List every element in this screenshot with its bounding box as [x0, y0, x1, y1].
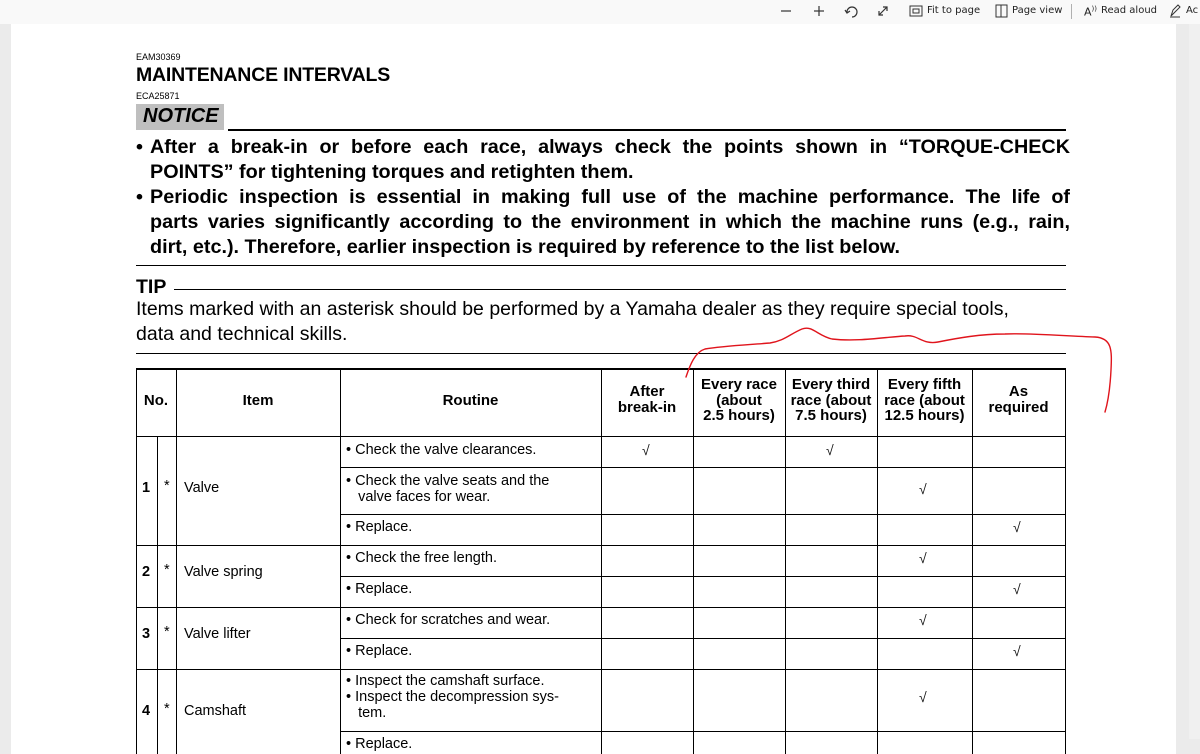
add-text-button[interactable] — [1168, 3, 1198, 19]
tip-body — [136, 297, 1009, 347]
column-divider — [877, 368, 878, 754]
header-line: Every third — [791, 376, 871, 393]
column-divider — [340, 368, 341, 754]
notice-bullet-1 — [136, 135, 1076, 160]
item-name: Valve spring — [184, 564, 263, 580]
tip-label: TIP — [136, 276, 167, 298]
routine-line: • Check the valve seats and the — [346, 473, 550, 489]
check-mark: √ — [919, 612, 927, 628]
page-title: MAINTENANCE INTERVALS — [136, 64, 391, 86]
notice-text-line: POINTS” for tightening torques and retighten them. — [150, 161, 634, 183]
bullet-dot: • — [136, 186, 143, 208]
row-divider — [340, 731, 1066, 732]
column-divider — [601, 368, 602, 754]
asterisk-mark: * — [164, 478, 170, 494]
column-divider — [972, 368, 973, 754]
notice-label: NOTICE — [143, 105, 219, 127]
section-code: EAM30369 — [136, 52, 181, 62]
item-name: Camshaft — [184, 703, 247, 719]
routine-text — [346, 442, 536, 458]
item-number: 1 — [142, 480, 151, 496]
header-line: As — [1008, 383, 1029, 400]
table-border — [136, 368, 137, 754]
tip-rule — [174, 289, 1066, 290]
notice-text-line: Periodic inspection is essential in making full use of the machine performance. The life of — [150, 186, 1070, 208]
header-every-fifth-race — [877, 377, 972, 424]
routine-line: tem. — [346, 705, 387, 721]
header-after-break-in — [601, 384, 693, 415]
item-number: 4 — [142, 703, 151, 719]
header-line: 7.5 hours) — [795, 407, 867, 424]
row-divider — [340, 638, 1066, 639]
header-item: Item — [242, 392, 274, 409]
bullet-dot: • — [136, 136, 143, 158]
routine-text — [346, 673, 559, 721]
column-divider — [693, 368, 694, 754]
tip-text-line: data and technical skills. — [136, 323, 348, 345]
routine-text — [346, 550, 497, 566]
header-every-third-race — [785, 377, 877, 424]
item-number: 2 — [142, 564, 151, 580]
header-line: (about — [716, 391, 762, 409]
zoom-in-button[interactable] — [812, 3, 826, 19]
fit-to-page-label: Fit to page — [927, 5, 981, 16]
asterisk-mark: * — [164, 624, 170, 640]
routine-line: • Check for scratches and wear. — [346, 612, 551, 628]
notice-bullet-2-cont2 — [136, 235, 1076, 260]
routine-line: • Replace. — [346, 519, 413, 535]
page-view-button[interactable] — [995, 3, 1062, 19]
routine-line: • Replace. — [346, 643, 413, 659]
notice-text-line: parts varies significantly according to the environment in which the machine runs (e.g., rain, — [150, 211, 1070, 233]
routine-line: • Replace. — [346, 736, 413, 752]
column-divider — [785, 368, 786, 754]
asterisk-mark: * — [164, 701, 170, 717]
tip-text-line: Items marked with an asterisk should be performed by a Yamaha dealer as they require special tools, — [136, 298, 1009, 320]
read-aloud-button[interactable] — [1084, 3, 1157, 19]
item-number: 3 — [142, 626, 151, 642]
add-text-label: Ac — [1186, 5, 1199, 16]
routine-text — [346, 736, 412, 752]
routine-text — [346, 612, 550, 628]
row-divider — [340, 514, 1066, 515]
maintenance-table — [136, 368, 1066, 754]
page-view-icon — [995, 4, 1008, 18]
check-mark: √ — [1013, 581, 1021, 597]
read-aloud-icon: A)) — [1084, 5, 1097, 19]
header-line: race (about — [790, 391, 872, 409]
routine-text — [346, 473, 549, 505]
item-name: Valve — [184, 480, 220, 496]
asterisk-mark: * — [164, 562, 170, 578]
check-mark: √ — [642, 442, 650, 458]
routine-line: • Inspect the camshaft surface. — [346, 673, 545, 689]
reader-toolbar — [0, 0, 1200, 24]
page-view-label: Page view — [1012, 5, 1063, 16]
tip-end-rule — [136, 353, 1066, 354]
header-line: race (about — [884, 391, 965, 409]
row-divider — [340, 467, 1066, 468]
routine-line: • Replace. — [346, 581, 413, 597]
notice-end-rule — [136, 265, 1066, 266]
header-every-race — [693, 377, 785, 424]
routine-text — [346, 581, 412, 597]
column-divider — [176, 368, 177, 754]
routine-text — [346, 643, 412, 659]
routine-line: • Inspect the decompression sys- — [346, 689, 560, 705]
header-line: After — [629, 383, 665, 400]
column-divider — [157, 436, 158, 754]
item-name: Valve lifter — [184, 626, 251, 642]
check-mark: √ — [919, 481, 927, 497]
notice-label-box — [136, 104, 224, 130]
header-line: 2.5 hours) — [703, 407, 775, 424]
fullscreen-button[interactable] — [876, 3, 890, 19]
notice-text-line: After a break-in or before each race, always check the points shown in “TORQUE-CHECK — [150, 136, 1070, 158]
check-mark: √ — [919, 689, 927, 705]
pen-icon — [1168, 4, 1182, 18]
fit-page-icon — [909, 5, 923, 17]
header-as-required — [972, 384, 1065, 415]
routine-line: valve faces for wear. — [346, 489, 491, 505]
header-line: break-in — [617, 398, 677, 416]
header-line: Every race — [701, 376, 777, 393]
rotate-button[interactable] — [844, 3, 859, 19]
document-page — [11, 24, 1176, 754]
check-mark: √ — [1013, 519, 1021, 535]
notice-bullet-2-cont — [136, 210, 1076, 235]
routine-line: • Check the valve clearances. — [346, 442, 537, 458]
read-aloud-label: Read aloud — [1101, 5, 1158, 16]
rotate-icon — [844, 4, 859, 19]
plus-icon — [812, 4, 826, 18]
check-mark: √ — [826, 442, 834, 458]
notice-bullet-2 — [136, 185, 1076, 210]
row-divider — [340, 576, 1066, 577]
notice-text-line: dirt, etc.). Therefore, earlier inspection is required by reference to the list below. — [150, 236, 901, 258]
header-no: No. — [143, 392, 169, 409]
header-routine: Routine — [442, 392, 499, 409]
notice-bullet-1-cont — [136, 160, 1076, 185]
expand-icon — [876, 4, 890, 18]
toolbar-divider — [1071, 4, 1072, 19]
header-line: required — [988, 398, 1049, 416]
routine-text — [346, 519, 412, 535]
table-border — [1065, 368, 1066, 754]
header-line: 12.5 hours) — [884, 407, 965, 424]
header-line: Every fifth — [887, 376, 962, 393]
notice-rule — [228, 129, 1066, 131]
notice-code: ECA25871 — [136, 91, 180, 101]
routine-line: • Check the free length. — [346, 550, 497, 566]
fit-to-page-button[interactable] — [909, 3, 980, 19]
minus-icon — [779, 4, 793, 18]
scrollbar[interactable] — [1189, 24, 1200, 739]
check-mark: √ — [919, 550, 927, 566]
check-mark: √ — [1013, 643, 1021, 659]
zoom-out-button[interactable] — [779, 3, 793, 19]
